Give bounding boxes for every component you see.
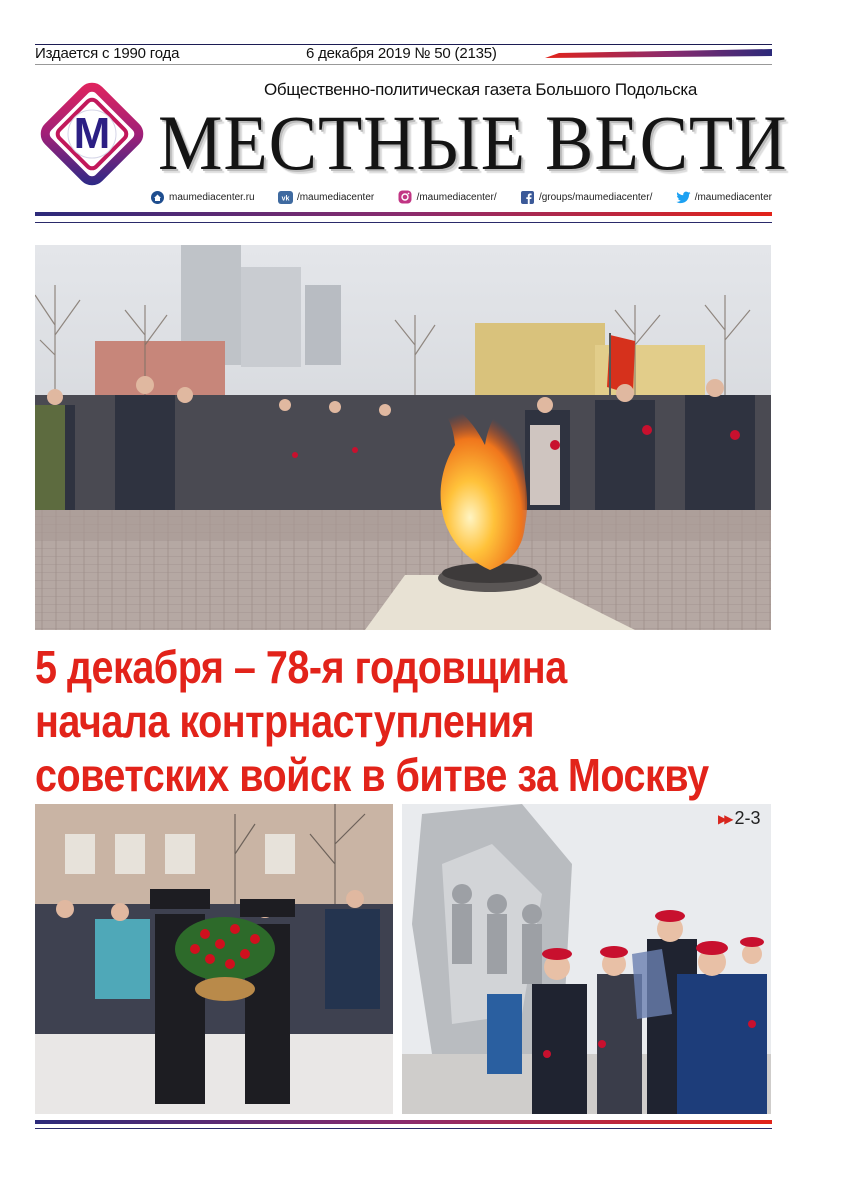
page-ref-number: 2-3 bbox=[734, 808, 761, 828]
main-photo-eternal-flame-ceremony bbox=[35, 245, 771, 630]
masthead-divider-thin bbox=[35, 222, 772, 223]
social-link-vk[interactable] bbox=[278, 190, 374, 205]
social-label: /groups/maumediacenter/ bbox=[538, 191, 653, 203]
issue-accent-line bbox=[545, 47, 772, 61]
issue-date-number: 6 декабря 2019 № 50 (2135) bbox=[306, 45, 497, 62]
newspaper-subtitle: Общественно-политическая газета Большого Подольска bbox=[264, 80, 697, 99]
facebook-icon bbox=[520, 190, 535, 205]
headline-line-2: начала контрнаступления bbox=[35, 695, 535, 747]
social-link-website[interactable] bbox=[150, 190, 255, 205]
instagram-icon bbox=[398, 190, 413, 205]
social-label: /maumediacenter bbox=[694, 191, 772, 203]
newspaper-title: МЕСТНЫЕ ВЕСТИ bbox=[158, 99, 788, 186]
masthead-divider bbox=[35, 212, 772, 216]
main-headline bbox=[35, 640, 709, 802]
twitter-icon bbox=[676, 190, 691, 205]
page-reference[interactable] bbox=[718, 808, 760, 829]
logo-letter: М bbox=[73, 109, 111, 158]
social-label: maumediacenter.ru bbox=[169, 191, 255, 203]
footer-divider bbox=[35, 1120, 772, 1124]
headline-line-1: 5 декабря – 78-я годовщина bbox=[35, 641, 567, 693]
social-link-facebook[interactable] bbox=[520, 190, 652, 205]
publication-since: Издается с 1990 года bbox=[35, 45, 180, 62]
social-label: /maumediacenter bbox=[296, 191, 375, 203]
social-link-instagram[interactable] bbox=[398, 190, 497, 205]
social-label: /maumediacenter/ bbox=[416, 191, 497, 203]
photo-cadets-with-wreath bbox=[35, 804, 393, 1114]
headline-line-3: советских войск в битве за Москву bbox=[35, 749, 709, 801]
footer-divider-thin bbox=[35, 1128, 772, 1129]
social-links bbox=[150, 188, 772, 206]
double-arrow-icon: ▶▶ bbox=[718, 811, 731, 826]
svg-text:vk: vk bbox=[281, 195, 290, 202]
photo-youth-army-at-memorial bbox=[402, 804, 771, 1114]
social-link-twitter[interactable] bbox=[676, 190, 772, 205]
vk-icon bbox=[278, 190, 293, 205]
top-rule-secondary bbox=[35, 64, 772, 65]
home-icon bbox=[150, 190, 165, 205]
